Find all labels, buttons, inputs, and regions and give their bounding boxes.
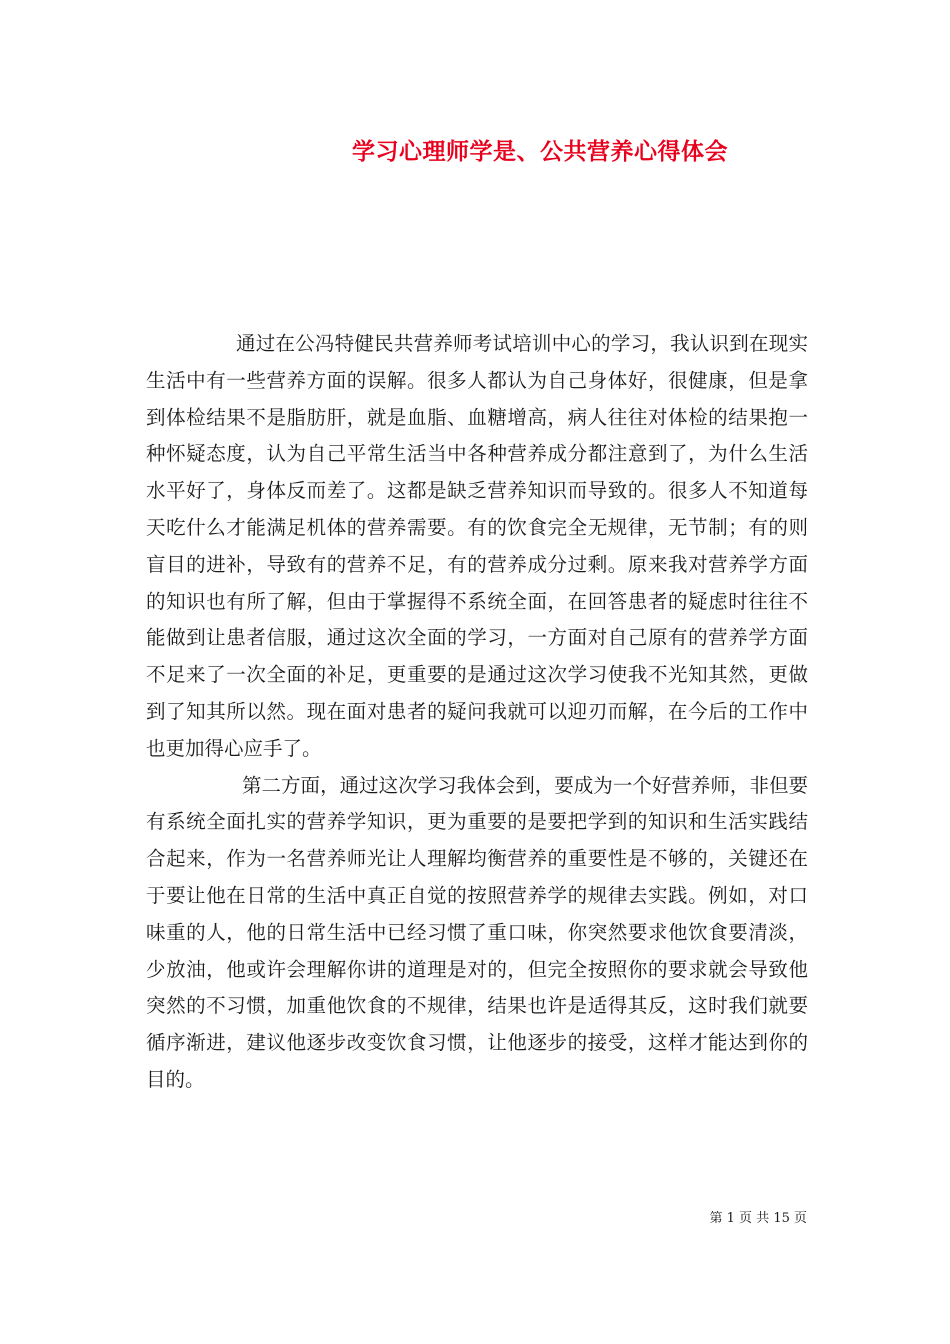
page-number-footer: 第 1 页 共 15 页 [709,1211,807,1226]
document-title: 学习心理师学是、公共营养心得体会 [352,138,728,165]
paragraph-2: 第二方面，通过这次学习我体会到，要成为一个好营养师，非但要有系统全面扎实的营养学知识，更为重要的是要把学到的知识和生活实践结合起来，作为一名营养师光让人理解均衡营养的重要性是不够的，关键还在于要让他在日常的生活中真正自觉的按照营养学的规律去实践。例如，对口味重的人，他的日常生活中已经习惯了重口味，你突然要求他饮食要清淡，少放油，他或许会理解你讲的道理是对的，但完全按照你的要求就会导致他突然的不习惯，加重他饮食的不规律，结果也许是适得其反，这时我们就要循序渐进，建议他逐步改变饮食习惯，让他逐步的接受，这样才能达到你的目的。 [146,773,808,1091]
document-body [146,326,808,1099]
paragraph-1: 通过在公冯特健民共营养师考试培训中心的学习，我认识到在现实生活中有一些营养方面的误解。很多人都认为自己身体好，很健康，但是拿到体检结果不是脂肪肝，就是血脂、血糖增高，病人往往对体检的结果抱一种怀疑态度，认为自己平常生活当中各种营养成分都注意到了，为什么生活水平好了，身体反而差了。这都是缺乏营养知识而导致的。很多人不知道每天吃什么才能满足机体的营养需要。有的饮食完全无规律，无节制；有的则盲目的进补，导致有的营养不足，有的营养成分过剩。原来我对营养学方面的知识也有所了解，但由于掌握得不系统全面，在回答患者的疑虑时往往不能做到让患者信服，通过这次全面的学习，一方面对自己原有的营养学方面不足来了一次全面的补足，更重要的是通过这次学习使我不光知其然，更做到了知其所以然。现在面对患者的疑问我就可以迎刃而解，在今后的工作中也更加得心应手了。 [146,332,808,760]
